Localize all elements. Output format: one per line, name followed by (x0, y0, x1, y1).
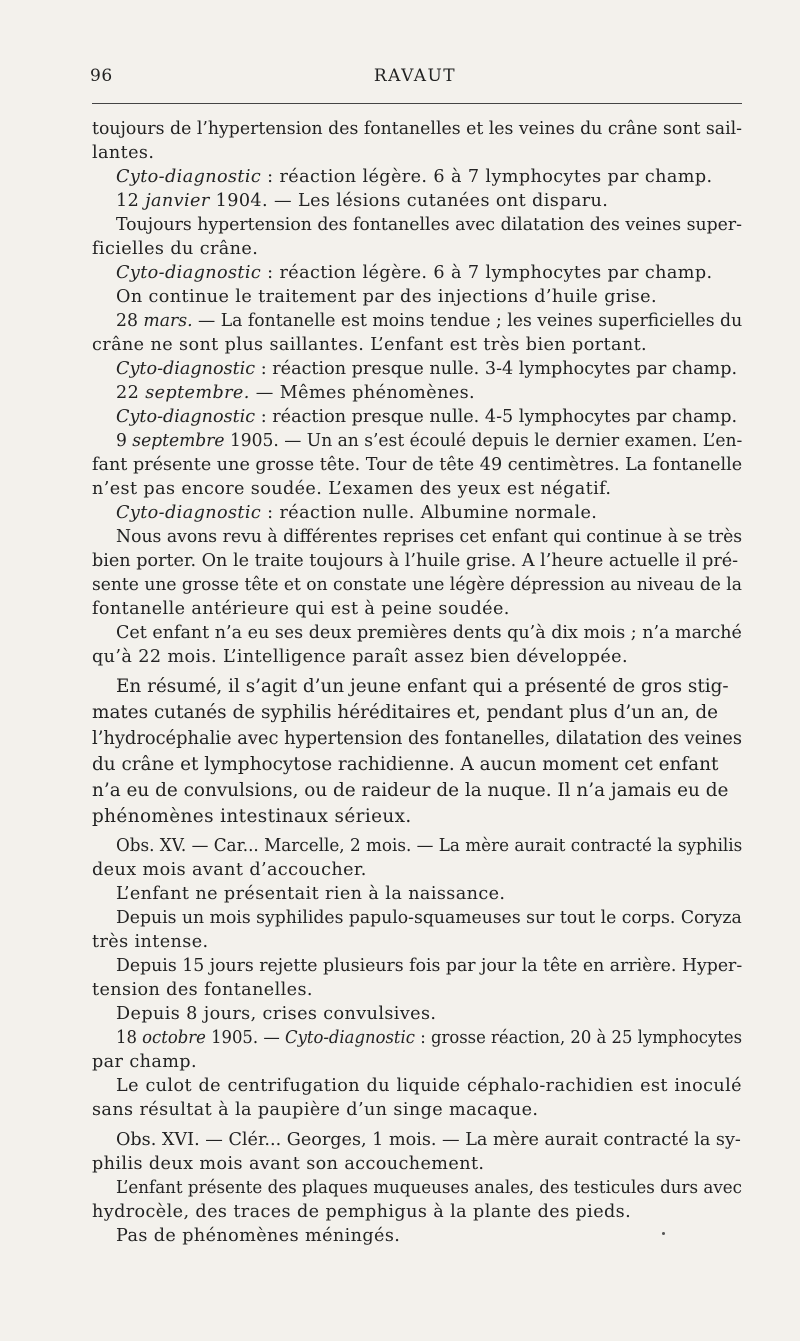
header-rule (92, 103, 742, 104)
text-line-content (92, 453, 742, 477)
text-line-content (116, 1002, 436, 1026)
text-run: En résumé, il s’agit d’un jeune enfant qui a présenté de gros stig- (116, 676, 729, 697)
text-run: Depuis 15 jours rejette plusieurs fois par jour la tête en arrière. Hyper- (116, 956, 742, 976)
text-line-content (92, 805, 412, 829)
text-line (92, 858, 742, 882)
text-run: — La fontanelle est moins tendue ; les veines superficielles du (192, 311, 742, 331)
text-run: Depuis 8 jours, crises convulsives. (116, 1004, 437, 1024)
text-line-content (116, 834, 742, 858)
text-line (92, 381, 742, 405)
text-run: 1905. — Un an s’est écoulé depuis le dernier examen. L’en- (224, 431, 742, 451)
text-line-content (92, 477, 611, 501)
text-line-content (116, 1224, 400, 1248)
text-line (92, 727, 742, 751)
text-line (92, 237, 742, 261)
text-run: fontanelle antérieure qui est à peine soudée. (92, 599, 510, 619)
text-run: On continue le traitement par des injections d’huile grise. (116, 287, 657, 307)
text-run: L’enfant présente des plaques muqueuses anales, des testicules durs avec (116, 1178, 742, 1198)
text-run: sente une grosse tête et on constate une légère dépression au niveau de la (92, 575, 742, 595)
text-line-content (92, 701, 718, 725)
text-run: toujours de l’hypertension des fontanelles et les veines du crâne sont sail- (92, 119, 742, 139)
text-run: Obs. XV. — Car... Marcelle, 2 mois. — La mère aurait contracté la syphilis (116, 836, 742, 856)
text-run: très intense. (92, 932, 209, 952)
text-run: fant présente une grosse tête. Tour de tête 49 centimètres. La fontanelle (92, 455, 742, 475)
text-line (92, 645, 742, 669)
text-run: : réaction légère. 6 à 7 lymphocytes par champ. (261, 263, 713, 283)
text-run: : réaction presque nulle. 4-5 lymphocytes par champ. (255, 407, 738, 427)
text-line (92, 525, 742, 549)
text-run: phénomènes intestinaux sérieux. (92, 806, 412, 827)
stray-mark (662, 1232, 665, 1235)
text-line-content (116, 906, 742, 930)
text-line-content (116, 429, 742, 453)
text-line (92, 701, 742, 725)
text-run: n’est pas encore soudée. L’examen des yeux est négatif. (92, 479, 612, 499)
text-line-content (92, 549, 738, 573)
text-line-content (116, 1176, 742, 1200)
text-line (92, 117, 742, 141)
text-line-content (92, 1200, 631, 1224)
text-run: mates cutanés de syphilis héréditaires et, pendant plus d’un an, de (92, 702, 718, 723)
text-line-content (116, 1128, 741, 1152)
text-line (92, 549, 742, 573)
text-line-content (116, 213, 742, 237)
text-run: ficielles du crâne. (92, 239, 259, 259)
text-run: hydrocèle, des traces de pemphigus à la plante des pieds. (92, 1202, 632, 1222)
text-run: Pas de phénomènes méningés. (116, 1226, 401, 1246)
text-line-content (116, 405, 737, 429)
text-line-content (116, 165, 713, 189)
text-line-content (92, 141, 154, 165)
text-run: Depuis un mois syphilides papulo-squameuses sur tout le corps. Coryza (116, 908, 742, 928)
text-line-content (92, 1098, 538, 1122)
text-line (92, 779, 742, 803)
text-line (92, 429, 742, 453)
text-line (92, 285, 742, 309)
text-run: sans résultat à la paupière d’un singe macaque. (92, 1100, 539, 1120)
text-line (92, 1026, 742, 1050)
italic-term: septembre (132, 431, 225, 451)
text-line (92, 753, 742, 777)
text-run: par champ. (92, 1052, 197, 1072)
text-run: Nous avons revu à différentes reprises cet enfant qui continue à se très (116, 527, 742, 547)
text-run: l’hydrocéphalie avec hypertension des fontanelles, dilatation des veines (92, 728, 742, 749)
text-line (92, 165, 742, 189)
text-run: lantes. (92, 143, 155, 163)
text-line (92, 501, 742, 525)
date-number: 12 (116, 191, 146, 211)
text-line (92, 573, 742, 597)
text-line-content (92, 858, 367, 882)
date-number: 18 (116, 1028, 143, 1048)
text-line-content (116, 189, 608, 213)
italic-term: Cyto-diagnostic (284, 1028, 415, 1048)
text-line-content (92, 597, 510, 621)
text-line (92, 834, 742, 858)
text-line-content (116, 261, 713, 285)
text-line (92, 333, 742, 357)
text-run: crâne ne sont plus saillantes. L’enfant est très bien portant. (92, 335, 648, 355)
text-line-content (116, 1026, 742, 1050)
text-line-content (116, 1074, 742, 1098)
italic-term: Cyto-diagnostic (116, 263, 262, 283)
text-line-content (92, 117, 742, 141)
text-line (92, 213, 742, 237)
text-line-content (92, 237, 258, 261)
text-run: Le culot de centrifugation du liquide céphalo-rachidien est inoculé (116, 1076, 742, 1096)
text-line (92, 1128, 742, 1152)
text-run: L’enfant ne présentait rien à la naissance. (116, 884, 506, 904)
text-line-content (92, 573, 742, 597)
text-line-content (116, 309, 742, 333)
text-line (92, 597, 742, 621)
text-run: philis deux mois avant son accouchement. (92, 1154, 485, 1174)
italic-term: Cyto-diagnostic (116, 407, 256, 427)
text-line (92, 1200, 742, 1224)
text-line (92, 621, 742, 645)
text-run: : réaction nulle. Albumine normale. (261, 503, 598, 523)
running-head (90, 66, 740, 88)
text-line-content (116, 954, 742, 978)
text-line (92, 930, 742, 954)
text-line-content (92, 930, 209, 954)
text-line (92, 405, 742, 429)
text-line (92, 1002, 742, 1026)
text-line (92, 1224, 742, 1248)
italic-term: mars. (143, 311, 193, 331)
text-line (92, 309, 742, 333)
italic-term: octobre (142, 1028, 206, 1048)
text-run: qu’à 22 mois. L’intelligence paraît assez bien développée. (92, 647, 628, 667)
italic-term: Cyto-diagnostic (116, 167, 262, 187)
date-number: 22 (116, 383, 146, 403)
italic-term: janvier (145, 191, 210, 211)
text-line (92, 978, 742, 1002)
text-line (92, 141, 742, 165)
text-line-content (92, 333, 647, 357)
date-number: 28 (116, 311, 144, 331)
text-line-content (116, 525, 742, 549)
text-line (92, 1050, 742, 1074)
text-line (92, 357, 742, 381)
date-number: 9 (116, 431, 133, 451)
text-line (92, 906, 742, 930)
text-line (92, 453, 742, 477)
text-run: : réaction presque nulle. 3-4 lymphocytes par champ. (255, 359, 738, 379)
text-line-content (116, 501, 597, 525)
text-line (92, 675, 742, 699)
text-line-content (116, 675, 729, 699)
text-run: : réaction légère. 6 à 7 lymphocytes par champ. (261, 167, 713, 187)
text-line-content (116, 285, 657, 309)
text-run: Cet enfant n’a eu ses deux premières dents qu’à dix mois ; n’a marché (116, 623, 742, 643)
text-line (92, 477, 742, 501)
text-line (92, 261, 742, 285)
text-line (92, 1152, 742, 1176)
text-line (92, 805, 742, 829)
text-line (92, 1098, 742, 1122)
text-line (92, 882, 742, 906)
text-run: Obs. XVI. — Clér... Georges, 1 mois. — La mère aurait contracté la sy- (116, 1130, 741, 1150)
text-line-content (116, 381, 475, 405)
text-line (92, 189, 742, 213)
running-title: RAVAUT (373, 66, 457, 86)
italic-term: Cyto-diagnostic (116, 359, 256, 379)
text-line-content (92, 978, 313, 1002)
text-run: tension des fontanelles. (92, 980, 313, 1000)
text-line (92, 954, 742, 978)
text-line-content (116, 621, 742, 645)
italic-term: Cyto-diagnostic (116, 503, 262, 523)
text-line-content (92, 779, 728, 803)
text-run: du crâne et lymphocytose rachidienne. A aucun moment cet enfant (92, 754, 719, 775)
text-line-content (92, 753, 718, 777)
text-run: 1905. — (205, 1028, 285, 1048)
text-line-content (92, 645, 628, 669)
text-line-content (116, 357, 737, 381)
text-line-content (92, 1050, 197, 1074)
page-number: 96 (90, 66, 113, 86)
text-line-content (92, 727, 742, 751)
text-run: bien porter. On le traite toujours à l’huile grise. A l’heure actuelle il pré- (92, 551, 739, 571)
text-run: Toujours hypertension des fontanelles avec dilatation des veines super- (116, 215, 742, 235)
text-run: 1904. — Les lésions cutanées ont disparu. (209, 191, 609, 211)
text-line (92, 1074, 742, 1098)
text-run: : grosse réaction, 20 à 25 lymphocytes (414, 1028, 742, 1048)
text-line (92, 1176, 742, 1200)
text-run: deux mois avant d’accoucher. (92, 860, 367, 880)
italic-term: septembre. (145, 383, 250, 403)
text-run: — Mêmes phénomènes. (249, 383, 476, 403)
text-run: n’a eu de convulsions, ou de raideur de la nuque. Il n’a jamais eu de (92, 780, 729, 801)
text-line-content (116, 882, 505, 906)
text-line-content (92, 1152, 484, 1176)
